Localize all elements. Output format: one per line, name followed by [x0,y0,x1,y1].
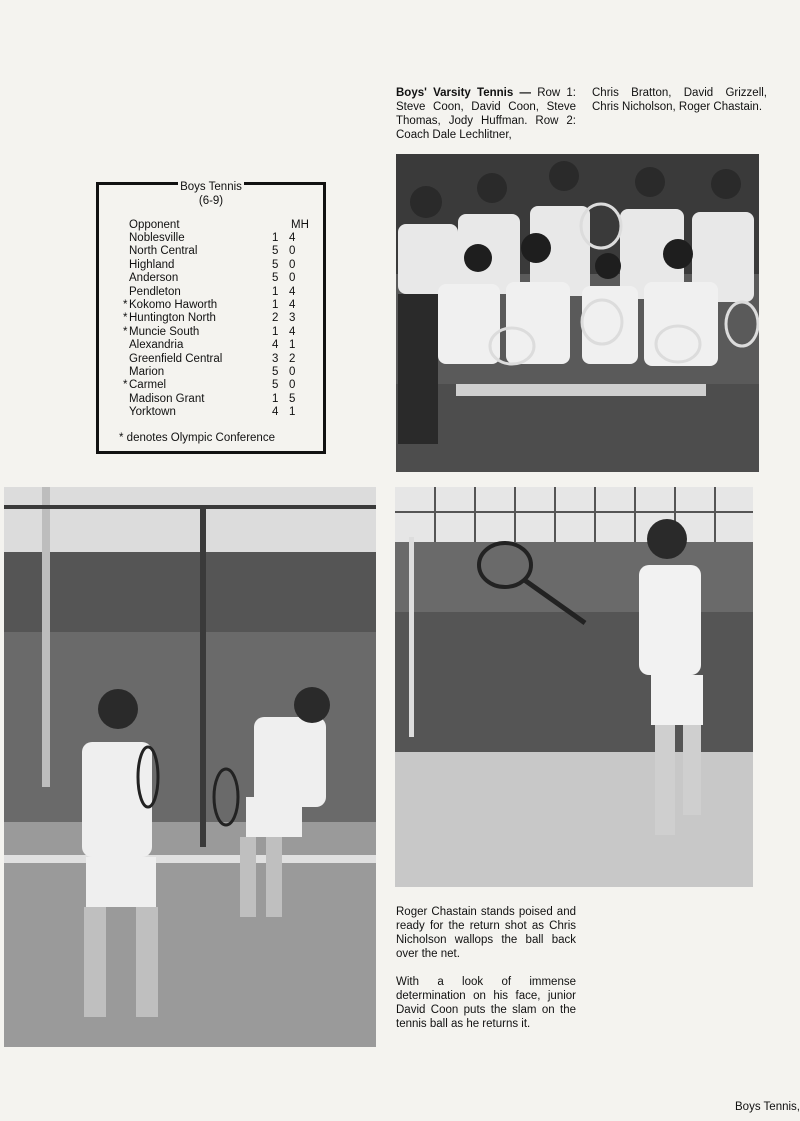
opponent-name: Carmel [129,379,167,392]
opponent-name: Huntington North [129,312,216,325]
team-caption-heading: Boys' Varsity Tennis — [396,87,531,99]
mh-header: MH [291,219,309,231]
team-caption-continued: Chris Bratton, David Grizzell, Chris Nicholson, Roger Chastain. [592,87,767,113]
score-h: 2 [289,352,296,365]
score-h: 0 [289,258,296,271]
score-box [96,182,326,454]
score-box-title-wrap [99,181,323,194]
score-h: 0 [289,245,296,258]
opponent-name: Madison Grant [129,392,205,405]
score-m: 4 [272,406,279,419]
score-h: 0 [289,272,296,285]
score-h: 4 [289,285,296,298]
doubles-action-photo [4,487,376,1047]
score-m: 1 [272,285,279,298]
page-folio: Boys Tennis, [735,1101,800,1113]
score-m: 5 [272,379,279,392]
conference-marker: * [123,299,128,311]
score-h: 1 [289,406,296,419]
conference-marker: * [123,325,128,338]
opponent-name: Greenfield Central [129,352,223,365]
team-photo [396,154,759,472]
conference-marker: * [123,379,128,392]
opponent-name: Muncie South [129,325,200,338]
score-m: 5 [272,258,279,271]
score-m: 5 [272,245,279,258]
score-m: 1 [272,299,279,311]
score-m: 1 [272,232,279,244]
opponent-header: Opponent [129,219,180,231]
opponent-name: Marion [129,366,165,378]
team-caption-row1: Row 1: Steve Coon, David Coon, Steve Thomas, Jody Huffman. Row 2: Coach Dale Lechlitner, [396,87,577,141]
score-m: 2 [272,312,279,325]
score-h: 0 [289,379,296,392]
score-h: 4 [289,299,296,311]
footnote: * denotes Olympic Conference [119,432,275,444]
opponent-name: Noblesville [129,232,185,244]
opponent-name: Anderson [129,272,179,285]
score-h: 5 [289,392,296,405]
singles-action-photo [395,487,753,887]
score-m: 5 [272,366,279,378]
score-h: 0 [289,366,296,378]
score-box-title: Boys Tennis [180,181,242,193]
score-m: 1 [272,325,279,338]
score-h: 4 [289,325,296,338]
score-m: 1 [272,392,279,405]
opponent-name: Kokomo Haworth [129,299,218,311]
opponent-name: Alexandria [129,339,184,352]
caption-chastain: Roger Chastain stands poised and ready for the return shot as Chris Nicholson wallops the ball back over the net. [396,906,576,960]
opponent-name: Pendleton [129,285,181,298]
caption-coon: With a look of immense determination on his face, junior David Coon puts the slam on the tennis ball as he returns it. [396,976,576,1030]
score-h: 1 [289,339,296,352]
season-record: (6-9) [198,195,224,207]
opponent-name: Highland [129,258,175,271]
team-caption [396,86,576,142]
conference-marker: * [123,312,128,325]
score-m: 5 [272,272,279,285]
score-m: 3 [272,352,279,365]
opponent-name: North Central [129,245,198,258]
action-captions [396,905,576,1045]
score-h: 4 [289,232,296,244]
score-h: 3 [289,312,296,325]
score-m: 4 [272,339,279,352]
opponent-name: Yorktown [129,406,176,419]
